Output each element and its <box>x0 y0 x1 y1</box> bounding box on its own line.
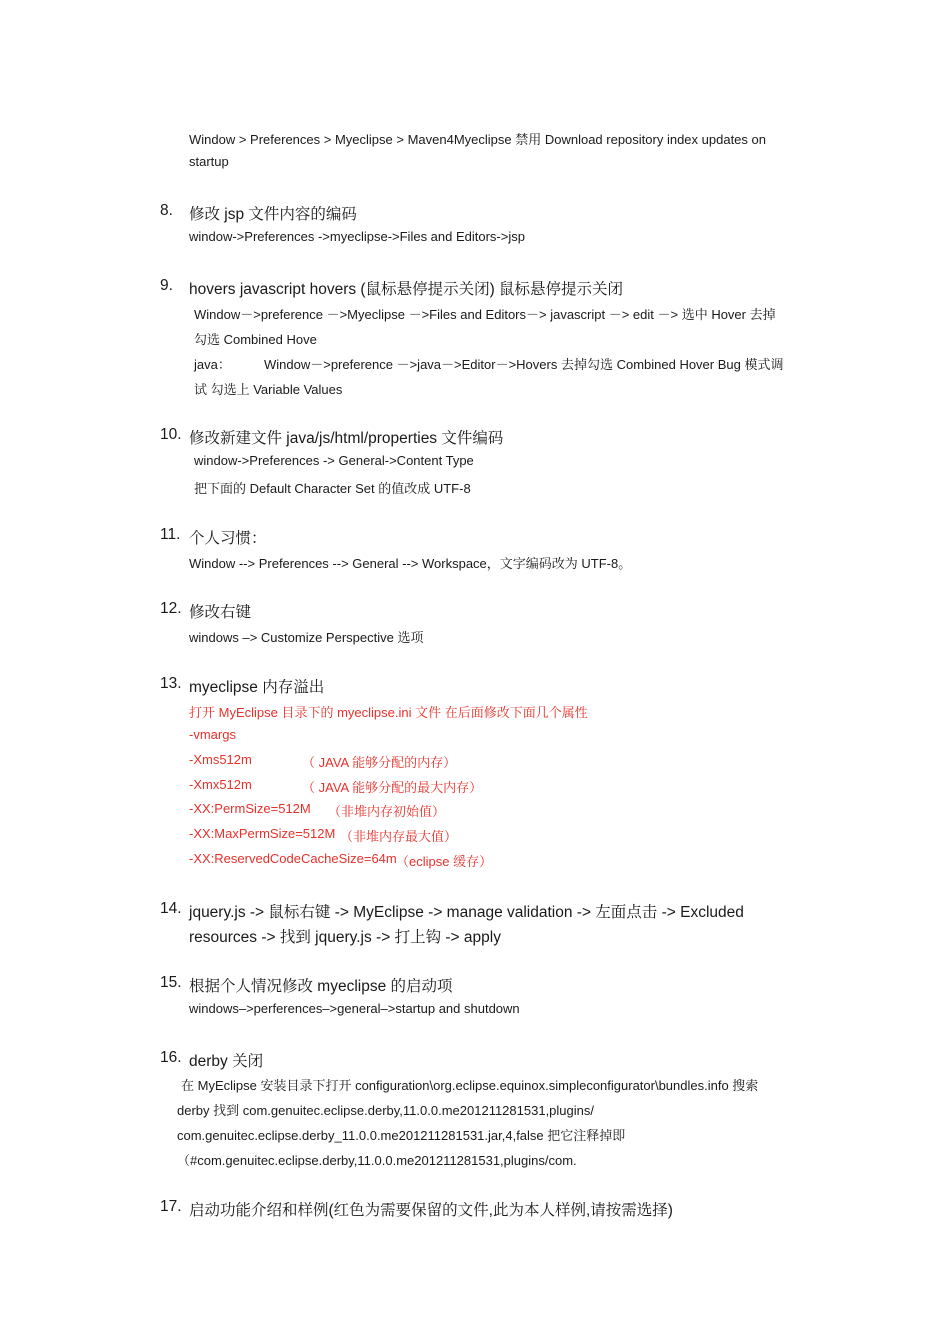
item-11-number: 11. <box>160 526 181 543</box>
item-8-number: 8. <box>160 202 173 219</box>
item-16-line-3: com.genuitec.eclipse.derby_11.0.0.me201211281531.jar,4,false 把它注释掉即 <box>177 1128 626 1143</box>
item-10-line-1: window->Preferences -> General->Content Type <box>194 453 474 468</box>
item-17-number: 17. <box>160 1198 182 1215</box>
item-13-vmargs: -vmargs <box>189 727 236 742</box>
item-9-line-2: 勾选 Combined Hove <box>194 332 317 347</box>
item-13-xms: -Xms512m <box>189 752 252 767</box>
item-15-line: windows–>perferences–>general–>startup and shutdown <box>189 1001 520 1016</box>
item-13-heading: myeclipse 内存溢出 <box>189 679 325 696</box>
item-11-heading: 个人习惯： <box>189 530 267 547</box>
item-9-line-3: Window－>preference －>java－>Editor－>Hovers 去掉勾选 Combined Hover Bug 模式调 <box>264 357 784 372</box>
item-14-heading-1: jquery.js -> 鼠标右键 -> MyEclipse -> manage validation -> 左面点击 -> Excluded <box>189 904 744 921</box>
item-13-maxpermsize-note: （非堆内存最大值） <box>340 829 458 844</box>
item-14-heading-2: resources -> 找到 jquery.js -> 打上钩 -> apply <box>189 929 501 946</box>
item-10-number: 10. <box>160 426 182 443</box>
item-12-heading: 修改右键 <box>189 604 252 621</box>
item-16-line-4: （#com.genuitec.eclipse.derby,11.0.0.me201211281531,plugins/com. <box>177 1153 577 1168</box>
item-17-heading: 启动功能介绍和样例(红色为需要保留的文件,此为本人样例,请按需选择) <box>189 1202 673 1219</box>
item-14-number: 14. <box>160 900 182 917</box>
item-9-line-3-label: java： <box>194 357 231 372</box>
item-13-codecache-note: （eclipse 缓存） <box>396 854 493 869</box>
item-10-line-2: 把下面的 Default Character Set 的值改成 UTF-8 <box>194 481 471 496</box>
item-12-line: windows –> Customize Perspective 选项 <box>189 630 424 645</box>
item-9-number: 9. <box>160 277 173 294</box>
item-8-heading: 修改 jsp 文件内容的编码 <box>189 206 357 223</box>
item-15-number: 15. <box>160 974 182 991</box>
item-13-permsize: -XX:PermSize=512M <box>189 801 311 816</box>
item-16-number: 16. <box>160 1049 182 1066</box>
item-15-heading: 根据个人情况修改 myeclipse 的启动项 <box>189 978 453 995</box>
item-13-xmx-note: （ JAVA 能够分配的最大内存） <box>302 780 483 795</box>
item-16-line-2: derby 找到 com.genuitec.eclipse.derby,11.0.0.me201211281531,plugins/ <box>177 1103 594 1118</box>
item-10-heading: 修改新建文件 java/js/html/properties 文件编码 <box>189 430 504 447</box>
item-9-heading: hovers javascript hovers (鼠标悬停提示关闭) 鼠标悬停提示关闭 <box>189 281 624 298</box>
item-9-line-1: Window－>preference －>Myeclipse －>Files and Editors－> javascript －> edit －> 选中 Hover 去掉 <box>194 307 776 322</box>
item-11-line: Window --> Preferences --> General --> Workspace，文字编码改为 UTF-8。 <box>189 556 632 571</box>
item-16-line-1: 在 MyEclipse 安装目录下打开 configuration\org.eclipse.equinox.simpleconfigurator\bundles.info 搜索 <box>181 1078 759 1093</box>
item-16-heading: derby 关闭 <box>189 1053 264 1070</box>
item-9-line-4: 试 勾选上 Variable Values <box>194 382 343 397</box>
intro-line-1: Window > Preferences > Myeclipse > Maven4Myeclipse 禁用 Download repository index updates on <box>189 132 766 147</box>
intro-line-2: startup <box>189 154 229 169</box>
item-8-line: window->Preferences ->myeclipse->Files and Editors->jsp <box>189 229 525 244</box>
item-12-number: 12. <box>160 600 182 617</box>
item-13-xmx: -Xmx512m <box>189 777 252 792</box>
item-13-permsize-note: （非堆内存初始值） <box>328 804 446 819</box>
item-13-xms-note: （ JAVA 能够分配的内存） <box>302 755 457 770</box>
item-13-maxpermsize: -XX:MaxPermSize=512M <box>189 826 336 841</box>
item-13-codecache: -XX:ReservedCodeCacheSize=64m <box>189 851 397 866</box>
item-13-line-1: 打开 MyEclipse 目录下的 myeclipse.ini 文件 在后面修改下面几个属性 <box>189 705 588 720</box>
item-13-number: 13. <box>160 675 182 692</box>
